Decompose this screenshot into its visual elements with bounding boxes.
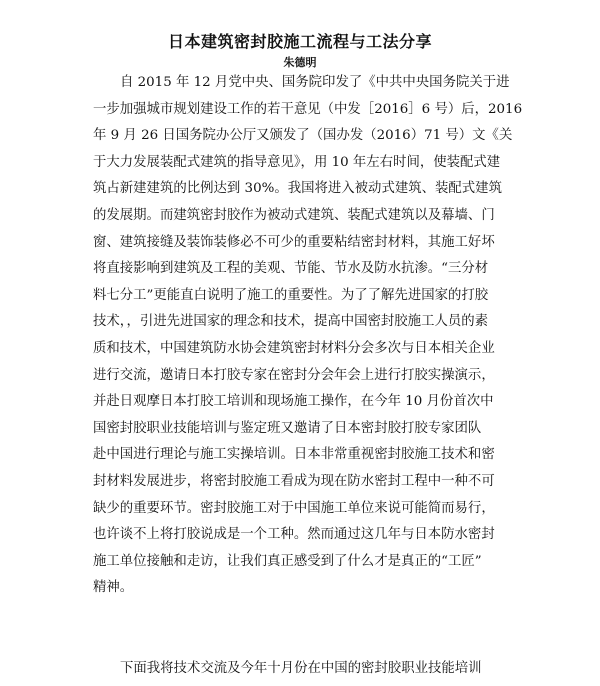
document-author: 朱德明 — [283, 56, 317, 69]
paragraph-line: 于大力发展装配式建筑的指导意见》，用 10 年左右时间，使装配式建 — [93, 154, 501, 170]
paragraph-line: 并赴日观摩日本打胶工培训和现场施工操作，在今年 10 月份首次中 — [93, 394, 494, 410]
paragraph-line: 一步加强城市规划建设工作的若干意见（中发［2016］6 号）后，2016 — [93, 101, 523, 117]
paragraph-line: 自 2015 年 12 月党中央、国务院印发了《中共中央国务院关于进 — [120, 75, 510, 90]
paragraph-line: 将直接影响到建筑及工程的美观、节能、节水及防水抗渗。“三分材 — [93, 261, 489, 277]
paragraph-line: 国密封胶职业技能培训与鉴定班又邀请了日本密封胶打胶专家团队 — [93, 420, 482, 436]
paragraph-1 — [93, 70, 523, 602]
paragraph-line: 赴中国进行理论与施工实操培训。日本非常重视密封胶施工技术和密 — [93, 447, 495, 463]
paragraph-line: 也许谈不上将打胶说成是一个工种。然而通过这几年与日本防水密封 — [93, 527, 495, 543]
paragraph-line: 缺少的重要环节。密封胶施工对于中国施工单位来说可能简而易行， — [93, 500, 495, 516]
paragraph-line: 进行交流，邀请日本打胶专家在密封分会年会上进行打胶实操演示， — [93, 367, 495, 383]
paragraph-2-first-line: 下面我将技术交流及今年十月份在中国的密封胶职业技能培训 — [120, 661, 482, 676]
paragraph-line: 施工单位接触和走访，让我们真正感受到了什么才是真正的“工匠” — [93, 553, 482, 569]
document-title: 日本建筑密封胶施工流程与工法分享 — [167, 32, 432, 51]
paragraph-line: 技术，，引进先进国家的理念和技术，提高中国密封胶施工人员的素 — [93, 314, 489, 330]
paragraph-line: 筑占新建建筑的比例达到 30%。我国将进入被动式建筑、装配式建筑 — [93, 181, 502, 197]
paragraph-line: 质和技术，中国建筑防水协会建筑密封材料分会多次与日本相关企业 — [93, 340, 495, 356]
paragraph-line: 的发展期。而建筑密封胶作为被动式建筑、装配式建筑以及幕墙、门 — [93, 207, 495, 223]
paragraph-line: 料七分工”更能直白说明了施工的重要性。为了了解先进国家的打胶 — [93, 287, 489, 303]
paragraph-line: 精神。 — [93, 580, 134, 596]
paragraph-line: 窗、建筑接缝及装饰装修必不可少的重要粘结密封材料，其施工好坏 — [93, 234, 495, 250]
paragraph-line: 封材料发展进步，将密封胶施工看成为现在防水密封工程中一种不可 — [93, 473, 495, 489]
paragraph-line: 年 9 月 26 日国务院办公厅又颁发了（国办发（2016）71 号）文《关 — [93, 128, 513, 144]
